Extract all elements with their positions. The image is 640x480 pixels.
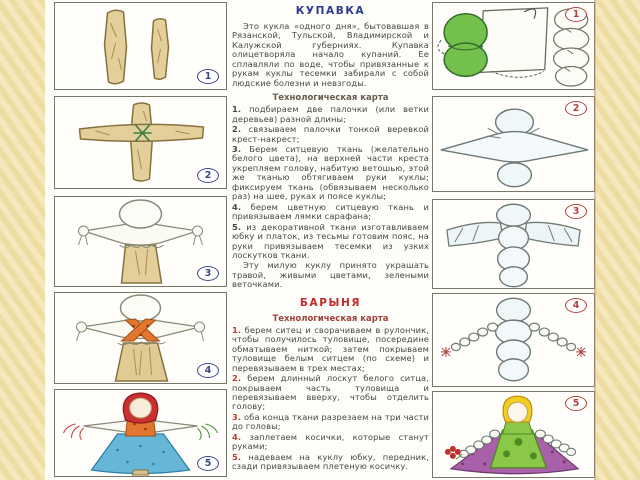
scanned-page: [45, 0, 596, 480]
barynya-step-panel-3: [432, 199, 595, 289]
kupavka-step-3: 3. Берем ситцевую ткань (желательно белого цвета), на верхней части креста укрепляем голову, набитую ветошью, этой же тканью обтягиваем руки куклы; фиксируем ткань (обвязываем несколько раз) на шее, руках и поясе куклы;: [232, 143, 429, 202]
kupavka-step-panel-4: [54, 292, 227, 384]
kupavka-step-panel-2: [54, 96, 227, 189]
kupavka-title: КУПАВКА: [295, 5, 366, 17]
barynya-step-panel-5: [432, 391, 595, 478]
barynya-step-1: 1. берем ситец и сворачиваем в рулончик, чтобы получилось туловище, посередине обматываем ниткой; затем покрываем туловище белым ситцем (по схеме) и перевязываем в трех местах;: [232, 324, 429, 373]
kupavka-step-5: 5. из декоративной ткани изготавливаем юбку и платок, из тесьмы готовим пояс, на руки привязываем тесемки из узких лоскутков ткани.: [232, 221, 429, 260]
kupavka-step-2: 2. связываем палочки тонкой веревкой крест-накрест;: [232, 124, 429, 144]
step-number-badge: 3: [565, 204, 587, 219]
step-number-badge: 4: [197, 363, 219, 378]
kupavka-step-1: 1. подбираем две палочки (или ветки деревьев) разной длины;: [232, 104, 429, 124]
kupavka-intro-paragraph: Это кукла «одного дня», бытовавшая в Рязанской, Тульской, Владимирской и Калужской губерниях. Купавка олицетворяла начало купаний. Ее сплавляли по воде, чтобы привязанные к рукам куклы тесемки забирали с собой людские болезни и невзгоды.: [232, 21, 429, 88]
step-number-badge: 2: [565, 101, 587, 116]
barynya-step-4: 4. заплетаем косички, которые станут руками;: [232, 431, 429, 452]
scan-edge-line: [594, 0, 596, 480]
kupavka-step-panel-1: [54, 2, 227, 90]
barynya-step-3: 3. оба конца ткани разрезаем на три части до головы;: [232, 411, 429, 432]
kupavka-step-panel-5: [54, 389, 227, 477]
barynya-step-panel-1: [432, 2, 595, 90]
barynya-step-panel-4: [432, 293, 595, 387]
kupavka-tech-card-heading: Технологическая карта: [272, 93, 389, 104]
barynya-illustration-column: [432, 0, 595, 480]
kupavka-note: Эту милую куклу принято украшать травой, живыми цветами, зелеными веточками.: [232, 260, 429, 290]
kupavka-step-4: 4. берем цветную ситцевую ткань и привязываем лямки сарафана;: [232, 201, 429, 222]
instructions-text-column: [229, 0, 432, 480]
step-number-badge: 2: [197, 168, 219, 183]
kupavka-step-panel-3: [54, 196, 227, 287]
step-number-badge: 3: [197, 266, 219, 281]
step-number-badge: 1: [565, 7, 587, 22]
step-number-badge: 5: [565, 396, 587, 411]
barynya-step-2: 2. берем длинный лоскут белого ситца, покрываем часть туловища и перевязываем вверху, чтобы отделить голову;: [232, 373, 430, 412]
barynya-tech-card-heading: Технологическая карта: [272, 313, 389, 324]
step-number-badge: 1: [197, 69, 219, 84]
barynya-step-5: 5. надеваем на куклу юбку, передник, сзади привязываем плетеную косичку.: [232, 451, 429, 472]
barynya-title: БАРЫНЯ: [299, 296, 362, 309]
kupavka-steps-list: [232, 105, 429, 290]
kupavka-illustration-column: [54, 0, 227, 480]
step-number-badge: 5: [197, 456, 219, 471]
barynya-step-panel-2: [432, 96, 595, 192]
barynya-steps-list: [232, 326, 429, 472]
step-number-badge: 4: [565, 298, 587, 313]
